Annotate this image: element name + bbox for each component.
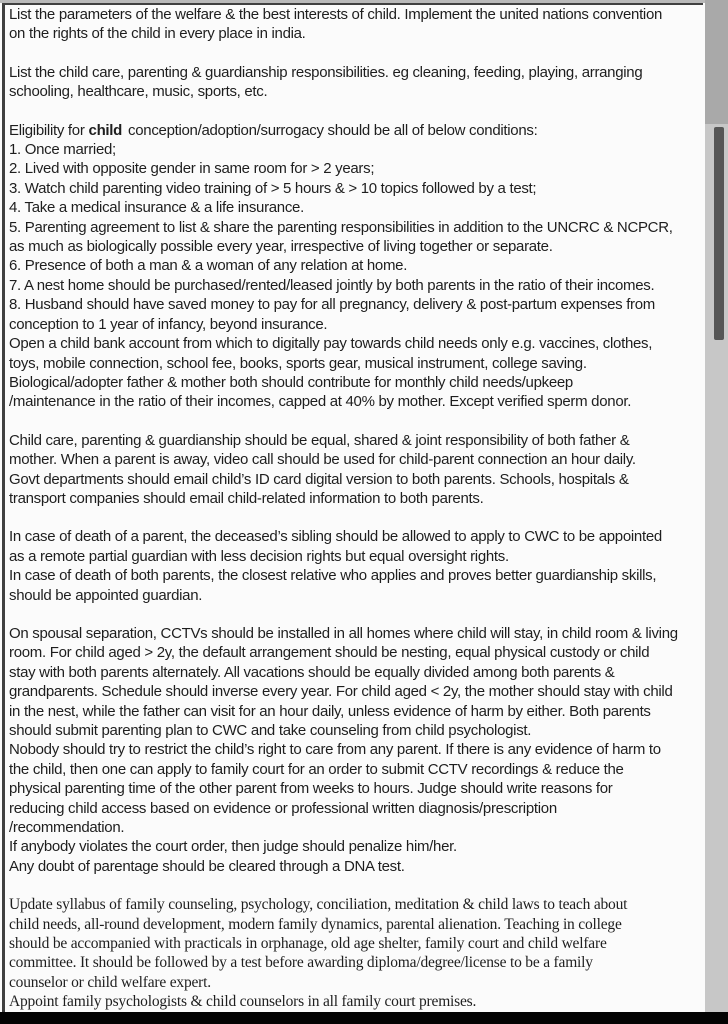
text-line-eligibility <box>9 121 703 140</box>
text-line: 4. Take a medical insurance & a life insurance. <box>9 199 304 217</box>
text-line: On spousal separation, CCTVs should be installed in all homes where child will stay, in child room & living <box>9 624 678 642</box>
text-line: In case of death of both parents, the closest relative who applies and proves better guardianship skills, <box>9 567 657 585</box>
text-line: should be accompanied with practicals in orphanage, old age shelter, family court and child welfare <box>9 935 607 953</box>
text-line: If anybody violates the court order, then judge should penalize him/her. <box>9 838 457 856</box>
scrollbar-track[interactable] <box>705 0 728 1012</box>
text-line: List the parameters of the welfare & the best interests of child. Implement the united nations convention <box>9 6 663 23</box>
text-line: on the rights of the child in every place in india. <box>9 25 306 43</box>
text-line: transport companies should email child-related information to both parents. <box>9 489 484 507</box>
text-line: 3. Watch child parenting video training of > 5 hours & > 10 topics followed by a test; <box>9 179 537 197</box>
eligibility-bold-word: child <box>88 121 123 139</box>
text-line: 7. A nest home should be purchased/rented/leased jointly by both parents in the ratio of their incomes. <box>9 276 655 294</box>
text-line: counselor or child welfare expert. <box>9 973 211 991</box>
text-line: 1. Once married; <box>9 141 116 159</box>
text-line: 8. Husband should have saved money to pay for all pregnancy, delivery & post-partum expenses from <box>9 296 655 314</box>
text-line: as much as biologically possible every year, irrespective of living together or separate. <box>9 238 553 256</box>
text-line: in the nest, while the father can visit for an hour daily, unless evidence of harm by either. Both parents <box>9 702 651 720</box>
text-line: reducing child access based on evidence or professional written diagnosis/prescription <box>9 799 557 817</box>
paragraph-6 <box>9 624 703 876</box>
text-line: stay with both parents alternately. All vacations should be equally divided among both parents & <box>9 663 615 681</box>
scrollbar-track-top[interactable] <box>705 0 728 124</box>
text-line: mother. When a parent is away, video call should be used for child-parent connection an hour daily. <box>9 451 636 469</box>
text-line: 5. Parenting agreement to list & share the parenting responsibilities in addition to the UNCRC & NCPCR, <box>9 218 673 236</box>
bottom-bar <box>0 1012 728 1024</box>
document-page <box>9 5 703 1012</box>
page-border-left <box>2 3 5 1012</box>
text-line: conception to 1 year of infancy, beyond insurance. <box>9 315 328 333</box>
text-line: 6. Presence of both a man & a woman of any relation at home. <box>9 257 408 275</box>
paragraph-3-eligibility <box>9 121 703 412</box>
text-line: Any doubt of parentage should be cleared through a DNA test. <box>9 857 405 875</box>
text-line: should submit parenting plan to CWC and take counseling from child psychologist. <box>9 722 532 739</box>
text-line: /recommendation. <box>9 819 125 837</box>
text-line: child needs, all-round development, modern family dynamics, parental alienation. Teaching in college <box>9 915 622 933</box>
text-line: room. For child aged > 2y, the default arrangement should be nesting, equal physical custody or child <box>9 644 650 662</box>
text-line: grandparents. Schedule should inverse every year. For child aged < 2y, the mother should stay with child <box>9 683 673 701</box>
text-line: the child, then one can apply to family court for an order to submit CCTV recordings & reduce the <box>9 760 624 778</box>
text-line: In case of death of a parent, the deceased’s sibling should be allowed to apply to CWC to be appointed <box>9 528 662 546</box>
text-line: Open a child bank account from which to digitally pay towards child needs only e.g. vaccines, clothes, <box>9 335 653 353</box>
text-line: schooling, healthcare, music, sports, etc. <box>9 83 268 101</box>
text-line: toys, mobile connection, school fee, books, sports gear, musical instrument, college saving. <box>9 354 587 372</box>
paragraph-2 <box>9 63 703 102</box>
eligibility-rest: conception/adoption/surrogacy should be all of below conditions: <box>128 121 538 139</box>
text-line: Appoint family psychologists & child counselors in all family court premises. <box>9 993 477 1011</box>
text-line: 2. Lived with opposite gender in same room for > 2 years; <box>9 160 375 178</box>
paragraph-5 <box>9 527 703 605</box>
text-line: Child care, parenting & guardianship should be equal, shared & joint responsibility of both father & <box>9 431 630 449</box>
text-line: Update syllabus of family counseling, psychology, conciliation, meditation & child laws to teach about <box>9 896 628 914</box>
text-line: should be appointed guardian. <box>9 586 203 604</box>
eligibility-prefix: Eligibility for <box>9 121 85 139</box>
text-line: List the child care, parenting & guardianship responsibilities. eg cleaning, feeding, playing, arranging <box>9 63 643 81</box>
text-line: committee. It should be followed by a test before awarding diploma/degree/license to be a family <box>9 954 593 972</box>
text-line: Biological/adopter father & mother both should contribute for monthly child needs/upkeep <box>9 373 573 391</box>
text-line: Nobody should try to restrict the child’s right to care from any parent. If there is any evidence of harm to <box>9 741 661 759</box>
paragraph-7 <box>9 895 703 1011</box>
scrollbar-thumb[interactable] <box>714 127 724 340</box>
text-line: physical parenting time of the other parent from weeks to hours. Judge should write reasons for <box>9 780 613 798</box>
text-line: as a remote partial guardian with less decision rights but equal oversight rights. <box>9 547 509 565</box>
paragraph-4 <box>9 431 703 509</box>
text-line: Govt departments should email child’s ID card digital version to both parents. Schools, hospitals & <box>9 470 629 488</box>
text-line: /maintenance in the ratio of their incomes, capped at 40% by mother. Except verified sperm donor. <box>9 393 632 411</box>
paragraph-1 <box>9 5 703 44</box>
